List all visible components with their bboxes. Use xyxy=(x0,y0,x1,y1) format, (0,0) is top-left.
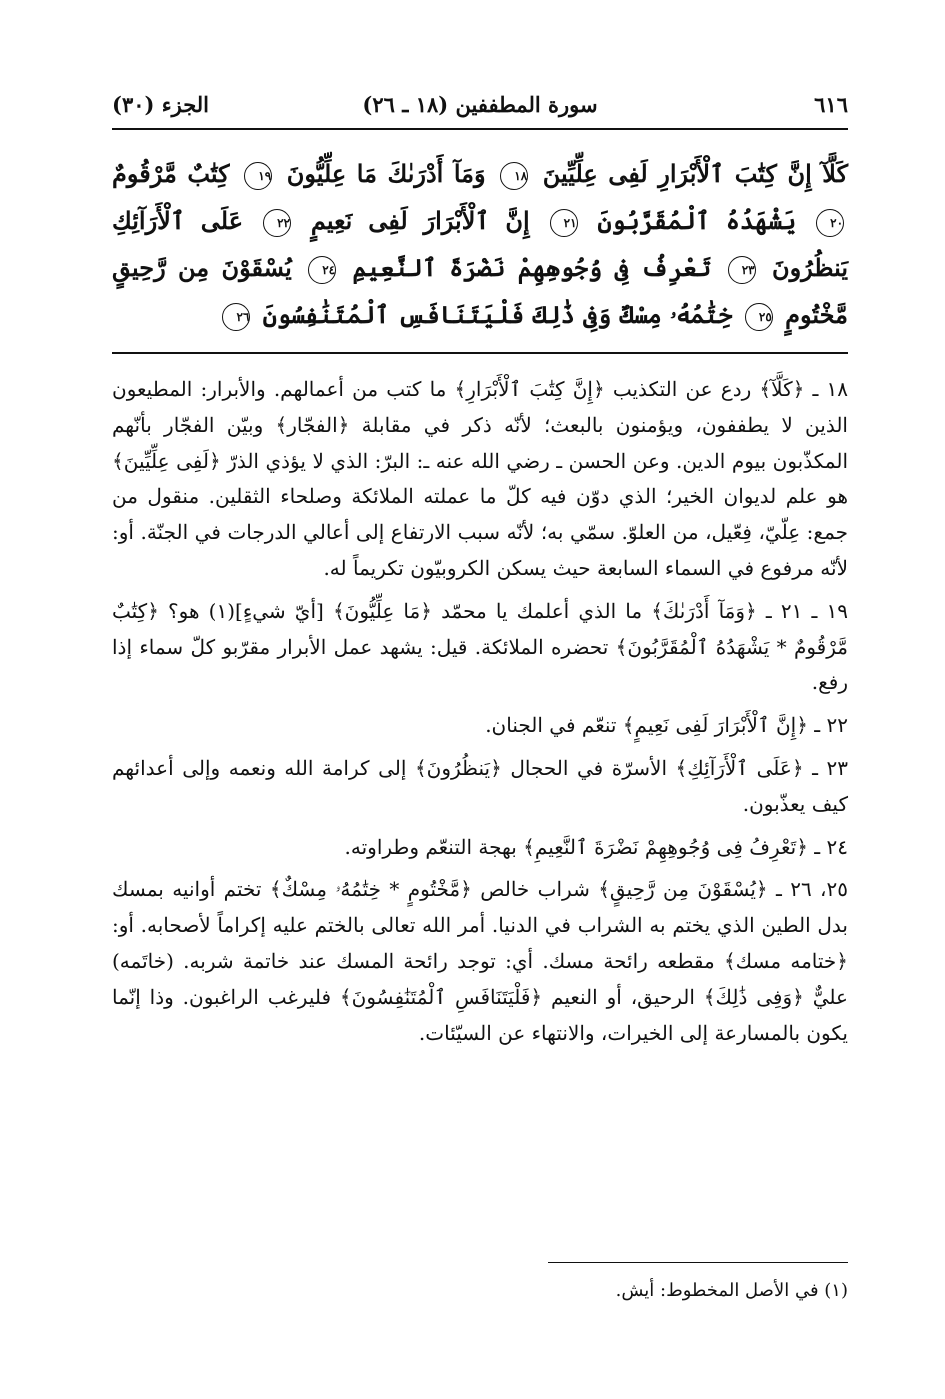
ayah-number-marker: ١٩ xyxy=(244,162,272,190)
ayah-number-marker: ١٨ xyxy=(500,162,528,190)
verse-text: يُسْقَوْنَ مِن رَّحِيقٍ مَّخْتُومٍ xyxy=(112,253,848,329)
ayah-number-marker: ٢١ xyxy=(550,209,578,237)
verse-text: خِتَٰمُهُۥ مِسْكٌ وَفِى ذَٰلِكَ فَلْيَتَنَافَسِ ٱلْمُتَنَٰفِسُونَ xyxy=(262,300,733,329)
ayah-number-marker: ٢٦ xyxy=(222,303,250,331)
surah-title: سورة المطففين (١٨ ـ ٢٦) xyxy=(362,92,598,117)
running-header xyxy=(112,92,848,122)
verse-text: إِنَّ ٱلْأَبْرَارَ لَفِى نَعِيمٍ xyxy=(310,206,530,235)
ayah-number-marker: ٢٤ xyxy=(308,256,336,284)
ayah-number-marker: ٢٢ xyxy=(263,209,291,237)
ayah-number-marker: ٢٣ xyxy=(728,256,756,284)
footnote-separator xyxy=(548,1262,848,1263)
commentary-paragraph: ١٩ ـ ٢١ ـ ﴿وَمَآ أَدْرَىٰكَ﴾ ما الذي أعلمك يا محمّد ﴿مَا عِلِّيُّونَ﴾ [أيّ شيءٍ](١) هو؟ ﴿كِتَٰبٌ مَّرْقُومٌ * يَشْهَدُهُ ٱلْمُقَرَّبُونَ﴾ تحضره الملائكة. قيل: يشهد عمل الأبرار مقرّبو كلّ سماء إذا رفع. xyxy=(112,598,848,695)
verse-text: كَلَّآ إِنَّ كِتَٰبَ ٱلْأَبْرَارِ لَفِى عِلِّيِّينَ xyxy=(542,159,849,188)
commentary-paragraph: ٢٣ ـ ﴿عَلَى ٱلْأَرَآئِكِ﴾ الأسرّة في الحجال ﴿يَنظُرُونَ﴾ إلى كرامة الله ونعمه وإلى أعدائهم كيف يعذّبون. xyxy=(112,755,848,816)
ayah-number-marker: ٢٥ xyxy=(745,303,773,331)
verse-text: يَشْهَدُهُ ٱلْمُقَرَّبُونَ xyxy=(597,206,797,235)
commentary-paragraph: ٢٤ ـ ﴿تَعْرِفُ فِى وُجُوهِهِمْ نَضْرَةَ ٱلنَّعِيمِ﴾ بهجة التنعّم وطراوته. xyxy=(344,834,848,859)
footnote: (١) في الأصل المخطوط: أيش. xyxy=(615,1280,848,1301)
verse-text: وَمَآ أَدْرَىٰكَ مَا عِلِّيُّونَ xyxy=(286,159,486,188)
verses-rule xyxy=(112,352,848,354)
header-rule xyxy=(112,128,848,130)
ayah-number-marker: ٢٠ xyxy=(816,209,844,237)
commentary-paragraph: ٢٥، ٢٦ ـ ﴿يُسْقَوْنَ مِن رَّحِيقٍ﴾ شراب خالص ﴿مَّخْتُومٍ * خِتَٰمُهُۥ مِسْكٌ﴾ تختم أوانيه بمسك بدل الطين الذي يختم به الشراب في الدنيا. أمر الله تعالى بالختم عليه إكراماً لأصحابه. أو: ﴿ختامه مسك﴾ مقطعه رائحة مسك. أي: توجد رائحة المسك عند خاتمة شربه. (خاتَمه) عليٌّ ﴿وَفِى ذَٰلِكَ﴾ الرحيق، أو النعيم ﴿فَلْيَتَنَافَسِ ٱلْمُتَنَٰفِسُونَ﴾ فليرغب الراغبون. وذا إنّما يكون بالمسارعة إلى الخيرات، والانتهاء عن السيّئات. xyxy=(112,877,848,1045)
quran-verses xyxy=(112,150,848,350)
page-number: ٦١٦ xyxy=(814,92,848,117)
verse-text: عَلَى ٱلْأَرَآئِكِ يَنظُرُونَ xyxy=(112,206,849,282)
commentary-paragraph: ٢٢ ـ ﴿إِنَّ ٱلْأَبْرَارَ لَفِى نَعِيمٍ﴾ تنعّم في الجنان. xyxy=(485,713,848,738)
commentary-paragraph: ١٨ ـ ﴿كَلَّآ﴾ ردع عن التكذيب ﴿إِنَّ كِتَٰبَ ٱلْأَبْرَارِ﴾ ما كتب من أعمالهم. والأبرار: المطيعون الذين لا يطففون، ويؤمنون بالبعث؛ لأنّه ذكر في مقابلة ﴿الفجّار﴾ وبيّن الفجّار بأنّهم المكذّبون بيوم الدين. وعن الحسن ـ رضي الله عنه ـ: البرّ: الذي لا يؤذي الذرّ ﴿لَفِى عِلِّيِّينَ﴾ هو علم لديوان الخير؛ الذي دوّن فيه كلّ ما عملته الملائكة وصلحاء الثقلين. منقول من جمع: عِلّيّ، فِعّيل، من العلوّ. سمّي به؛ لأنّه سبب الارتفاع إلى أعالي الدرجات في الجنّة. أو: لأنّه مرفوع في السماء السابعة حيث يسكن الكروبيّون تكريماً له. xyxy=(112,377,848,580)
verse-text: تَعْرِفُ فِى وُجُوهِهِمْ نَضْرَةَ ٱلنَّعِيمِ xyxy=(352,253,712,282)
juz-label: الجزء (٣٠) xyxy=(112,92,209,117)
verse-text: كِتَٰبٌ مَّرْقُومٌ xyxy=(112,159,230,188)
commentary xyxy=(112,372,848,1058)
